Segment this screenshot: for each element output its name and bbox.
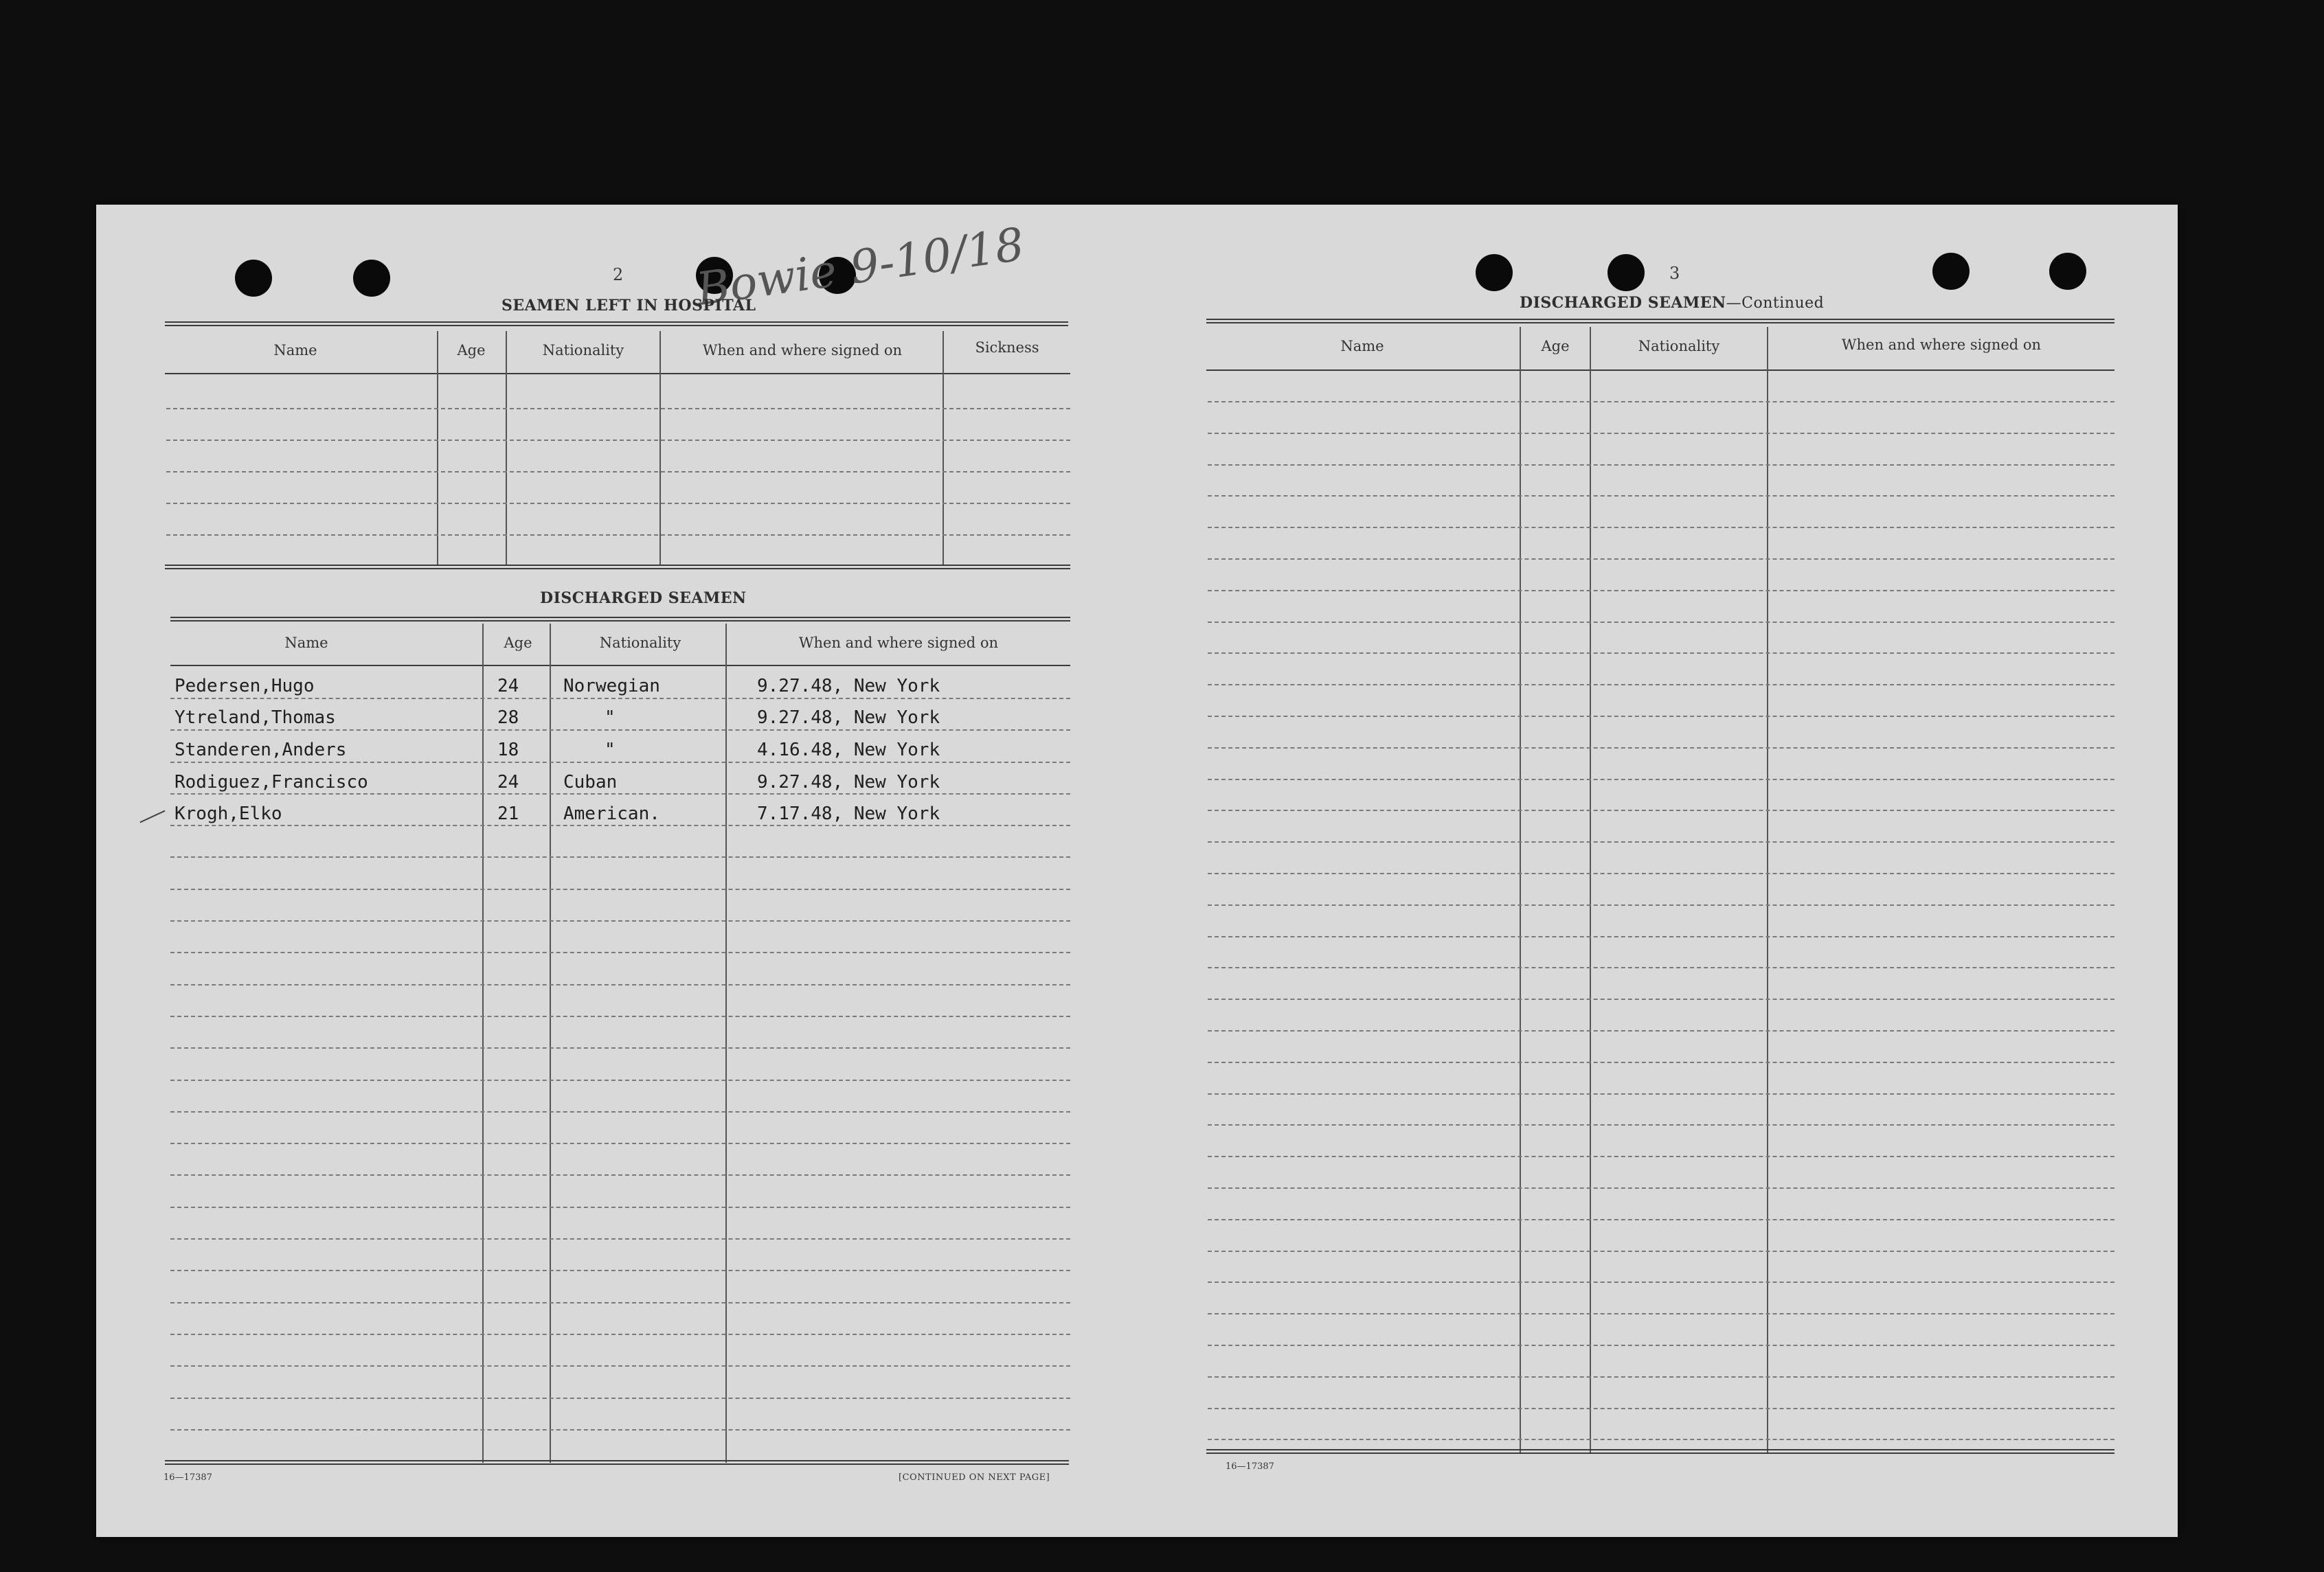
page-number-left: 2 [613, 265, 624, 284]
seaman-nationality: " [605, 707, 616, 728]
row-line [170, 1016, 1070, 1017]
discharged-continued-title [1520, 294, 1824, 312]
row-line [1208, 527, 2114, 528]
right-col-age: Age [1541, 338, 1570, 354]
discharged-col-divider [725, 624, 727, 1463]
hospital-col-divider [437, 331, 438, 566]
row-line [170, 856, 1070, 858]
discharged-col-divider [482, 624, 484, 1463]
row-line [170, 1334, 1070, 1335]
discharged-section-title: DISCHARGED SEAMEN [540, 589, 747, 607]
seaman-name: Rodiguez,Francisco [174, 772, 368, 793]
right-col-name: Name [1340, 338, 1384, 354]
row-line [1208, 495, 2114, 497]
hospital-col-nationality: Nationality [542, 342, 624, 358]
row-line [1208, 1030, 2114, 1032]
seaman-name: Krogh,Elko [174, 804, 282, 824]
row-line [170, 762, 1070, 763]
discharged-col-divider [550, 624, 551, 1463]
row-line [1208, 1156, 2114, 1157]
form-sheet [96, 205, 2178, 1537]
seaman-name: Ytreland,Thomas [174, 707, 336, 728]
hospital-col-signed-on: When and where signed on [702, 342, 903, 358]
seaman-age: 24 [497, 772, 519, 793]
hospital-col-name: Name [273, 342, 317, 358]
row-line [170, 1174, 1070, 1176]
right-bottom-rule [1206, 1449, 2114, 1454]
row-line [1208, 1062, 2114, 1063]
hospital-row-line [166, 534, 1070, 536]
hospital-top-rule [165, 321, 1068, 326]
punch-hole [1932, 253, 1970, 290]
row-line [1208, 1313, 2114, 1314]
page-number-right: 3 [1669, 264, 1680, 283]
row-line [170, 729, 1070, 731]
row-line [170, 1080, 1070, 1081]
row-line [1208, 999, 2114, 1000]
seaman-signed-on: 4.16.48, New York [757, 740, 940, 760]
seaman-signed-on: 9.27.48, New York [757, 772, 940, 793]
form-number-left: 16—17387 [163, 1472, 212, 1483]
seaman-name: Pedersen,Hugo [174, 676, 315, 696]
form-number-right: 16—17387 [1226, 1461, 1274, 1472]
row-line [170, 889, 1070, 890]
row-line [1208, 967, 2114, 968]
row-line [1208, 684, 2114, 685]
row-line [170, 1270, 1070, 1271]
row-line [1208, 1251, 2114, 1252]
discharged-header-rule [170, 665, 1070, 666]
seaman-signed-on: 9.27.48, New York [757, 676, 940, 696]
row-line [1208, 433, 2114, 434]
row-line [1208, 1439, 2114, 1440]
seaman-nationality: Norwegian [563, 676, 660, 696]
row-line [1208, 464, 2114, 466]
seaman-age: 24 [497, 676, 519, 696]
hospital-col-divider [943, 331, 944, 566]
discharged-col-name: Name [284, 635, 328, 651]
row-line [1208, 936, 2114, 937]
row-line [170, 825, 1070, 826]
row-line [1208, 1408, 2114, 1409]
row-line [1208, 1345, 2114, 1346]
seaman-age: 18 [497, 740, 519, 760]
row-line [170, 1143, 1070, 1144]
seaman-signed-on: 9.27.48, New York [757, 707, 940, 728]
row-line [170, 1429, 1070, 1431]
hospital-col-divider [659, 331, 661, 566]
row-line [170, 698, 1070, 699]
hospital-row-line [166, 440, 1070, 441]
row-line [170, 1238, 1070, 1240]
seaman-nationality: Cuban [563, 772, 618, 793]
hospital-col-sickness: Sickness [975, 339, 1039, 356]
row-line [1208, 1219, 2114, 1220]
check-mark [139, 810, 165, 823]
row-line [1208, 1124, 2114, 1126]
row-line [170, 1302, 1070, 1303]
row-line [1208, 558, 2114, 560]
title-suffix: —Continued [1726, 295, 1825, 312]
row-line [1208, 716, 2114, 717]
row-line [170, 984, 1070, 986]
row-line [170, 1047, 1070, 1049]
row-line [1208, 904, 2114, 906]
row-line [1208, 1281, 2114, 1283]
row-line [1208, 779, 2114, 780]
punch-hole [353, 260, 390, 297]
row-line [170, 1111, 1070, 1113]
right-top-rule [1206, 319, 2114, 323]
row-line [1208, 841, 2114, 843]
row-line [170, 1398, 1070, 1399]
row-line [170, 952, 1070, 953]
row-line [170, 1365, 1070, 1367]
seaman-nationality: " [605, 740, 616, 760]
row-line [1208, 622, 2114, 623]
right-col-nationality: Nationality [1638, 338, 1720, 354]
row-line [1208, 401, 2114, 402]
hospital-col-age: Age [457, 342, 486, 358]
discharged-col-age: Age [504, 635, 532, 651]
title-main: DISCHARGED SEAMEN [1520, 294, 1726, 312]
row-line [1208, 652, 2114, 654]
handwritten-annotation: Bowie 9-10/18 [692, 217, 1028, 317]
row-line [170, 920, 1070, 922]
row-line [1208, 590, 2114, 591]
seaman-signed-on: 7.17.48, New York [757, 804, 940, 824]
row-line [1208, 1093, 2114, 1095]
row-line [170, 1207, 1070, 1208]
continued-note: [CONTINUED ON NEXT PAGE] [899, 1472, 1050, 1483]
hospital-row-line [166, 408, 1070, 409]
discharged-bottom-rule [165, 1460, 1069, 1465]
hospital-header-rule [165, 373, 1070, 374]
seaman-age: 28 [497, 707, 519, 728]
right-col-signed-on: When and where signed on [1841, 337, 2042, 353]
discharged-top-rule [170, 617, 1070, 622]
hospital-section-title: SEAMEN LEFT IN HOSPITAL [501, 297, 756, 315]
row-line [1208, 1187, 2114, 1189]
discharged-col-nationality: Nationality [599, 635, 681, 651]
punch-hole [1476, 254, 1513, 291]
hospital-row-line [166, 503, 1070, 504]
row-line [1208, 747, 2114, 749]
seaman-age: 21 [497, 804, 519, 824]
hospital-row-line [166, 471, 1070, 472]
punch-hole [235, 260, 272, 297]
punch-hole [2049, 253, 2086, 290]
row-line [1208, 1376, 2114, 1378]
row-line [1208, 810, 2114, 811]
discharged-col-signed-on: When and where signed on [798, 635, 999, 651]
hospital-bottom-rule [165, 565, 1070, 569]
seaman-nationality: American. [563, 804, 660, 824]
row-line [170, 793, 1070, 795]
hospital-col-divider [506, 331, 507, 566]
row-line [1208, 873, 2114, 874]
seaman-name: Standeren,Anders [174, 740, 347, 760]
punch-hole [1607, 254, 1645, 291]
right-header-rule [1206, 369, 2114, 371]
